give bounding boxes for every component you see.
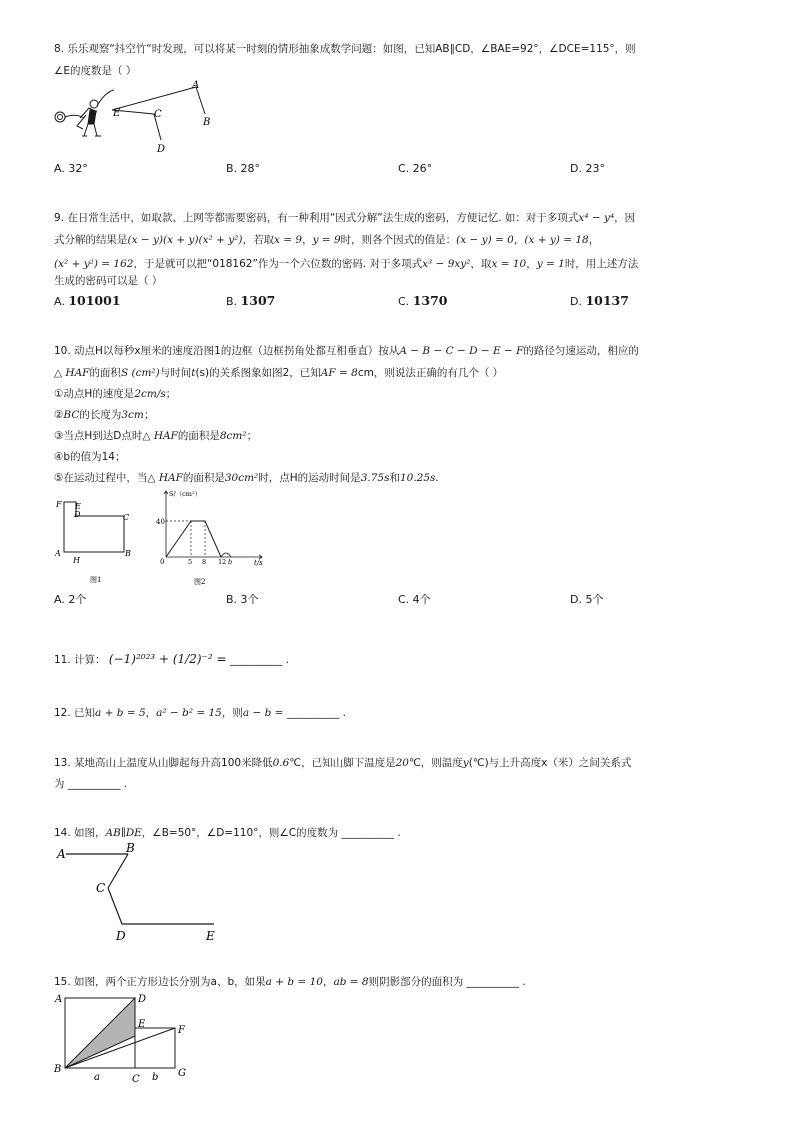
- fig1-frame: [64, 502, 124, 552]
- q9-math: x = 9: [273, 234, 303, 246]
- q13-text: ℃，已知山脚下温度是: [289, 757, 396, 769]
- q13-math: 20: [395, 757, 409, 769]
- q15-label-b: b: [152, 1072, 159, 1083]
- q10-statement-1: [54, 387, 176, 401]
- q15-label-E: E: [138, 1019, 146, 1030]
- q15-text: ，: [322, 976, 334, 988]
- fig2-x-tick-b: b: [228, 558, 233, 566]
- q9-option-b[interactable]: [226, 294, 275, 309]
- q10-text: ⑤在运动过程中，当: [54, 472, 148, 484]
- q9-text: 时，则各个因式的值是：: [340, 234, 457, 246]
- q10-text: ；: [246, 430, 258, 442]
- q12-math: a − b =: [242, 707, 284, 719]
- q10-stem-line2: [54, 366, 503, 380]
- q9-text: ，: [302, 234, 313, 246]
- q10-text: 的面积是: [177, 430, 220, 442]
- q12-text: 12. 已知: [54, 707, 96, 719]
- q14-math: AB∥DE: [105, 827, 142, 839]
- q15-stem: [54, 975, 526, 989]
- q11-prefix: 11. 计算：: [54, 654, 106, 666]
- fig2-x-tick-12: 12: [218, 558, 227, 566]
- fig1-caption: 图1: [90, 576, 102, 584]
- q10-math: △ HAF: [147, 472, 183, 484]
- q9-text: ，: [588, 234, 600, 246]
- fig2-ylabel: S/（cm²）: [169, 490, 202, 498]
- option-letter: C.: [398, 295, 410, 308]
- q14-label-D: D: [116, 929, 126, 943]
- q8-option-b[interactable]: B. 28°: [226, 162, 261, 175]
- q10-math: 30cm²: [224, 472, 259, 484]
- q10-option-d[interactable]: D. 5个: [570, 593, 604, 606]
- q9-math: y = 1: [536, 258, 565, 270]
- q10-text: ③当点H到达D点时: [54, 430, 143, 442]
- q10-text: 的面积: [89, 367, 121, 379]
- fig2-marks: [166, 521, 231, 557]
- q9-math: x⁴ − y⁴: [578, 212, 615, 224]
- q9-math: (x² + y²) = 162: [54, 258, 134, 270]
- q10-option-c[interactable]: C. 4个: [398, 593, 431, 606]
- q10-math: △ HAF: [54, 367, 90, 379]
- q9-option-d[interactable]: [570, 294, 629, 309]
- q10-statement-5: [54, 471, 439, 485]
- q10-text: 的面积是: [182, 472, 225, 484]
- q10-text: ②: [54, 409, 64, 421]
- q11-end: .: [285, 654, 290, 666]
- q10-option-b[interactable]: B. 3个: [226, 593, 259, 606]
- q10-text: (s)的关系图象如图2，已知: [195, 367, 321, 379]
- q10-math: 3cm: [121, 409, 144, 421]
- q10-text: 10. 动点H以每秒x厘米的速度沿图1的边框（边框拐角处都互相垂直）按从: [54, 345, 400, 357]
- q9-text: ，于是就可以把“018162”作为一个六位数的密码. 对于多项式: [133, 258, 423, 270]
- q14-label-A: A: [57, 847, 66, 861]
- q8-stem-line2: ∠E的度数是（ ）: [54, 65, 137, 77]
- q9-math: y = 9: [312, 234, 341, 246]
- q11-stem: [54, 650, 289, 669]
- q12-stem: [54, 706, 346, 720]
- option-letter: D.: [570, 295, 582, 308]
- q12-answer-blank[interactable]: __________: [286, 707, 340, 719]
- q15-label-D: D: [138, 994, 147, 1005]
- q10-text: 时，点H的运动时间是: [258, 472, 361, 484]
- q9-text: ，若取: [242, 234, 274, 246]
- q9-text: 时，用上述方法: [564, 258, 639, 270]
- q10-text: 的路径匀速运动，相应的: [523, 345, 639, 357]
- fig1-label-B: B: [125, 549, 131, 558]
- q9-text: 9. 在日常生活中，如取款、上网等都需要密码，有一种利用“因式分解”法生成的密码，方便记忆. 如：对于多项式: [54, 212, 579, 224]
- fig2-x-tick-8: 8: [202, 558, 207, 566]
- fig2-tail-arc: [221, 553, 231, 557]
- q10-math: 3.75s: [360, 472, 390, 484]
- q8-option-c[interactable]: C. 26°: [398, 162, 433, 175]
- q9-text: ，取: [470, 258, 492, 270]
- q10-text: 的长度为: [79, 409, 122, 421]
- option-value: 10137: [585, 293, 629, 308]
- option-letter: B.: [226, 295, 238, 308]
- q12-math: a² − b² = 15: [156, 707, 222, 719]
- q13-text: 13. 某地高山上温度从山脚起每升高100米降低: [54, 757, 273, 769]
- fig1-label-F: F: [56, 500, 62, 509]
- q10-text: 与时间: [159, 367, 192, 379]
- q11-answer-blank[interactable]: __________: [229, 654, 283, 666]
- q9-stem-line4: 生成的密码可以是（ ）: [54, 275, 163, 287]
- q15-text: 则阴影部分的面积为 __________ .: [368, 976, 526, 988]
- fig2-origin: 0: [160, 558, 165, 566]
- fig1-label-D: D: [74, 510, 81, 519]
- q10-stem-line1: [54, 344, 639, 358]
- q12-math: a + b = 5: [95, 707, 146, 719]
- q10-text: 和: [389, 472, 400, 484]
- q14-label-C: C: [96, 881, 106, 895]
- q15-text: 15. 如图，两个正方形边长分别为a、b，如果: [54, 976, 266, 988]
- q8-label-E: E: [113, 108, 121, 119]
- q9-stem-line3: [54, 257, 638, 271]
- q15-label-B: B: [54, 1064, 62, 1075]
- q10-math: △ HAF: [142, 430, 178, 442]
- q10-text: ；: [143, 409, 155, 421]
- q10-option-a[interactable]: A. 2个: [54, 593, 87, 606]
- q15-figure: [52, 990, 202, 1086]
- q15-label-A: A: [55, 994, 63, 1005]
- q10-text: cm，则说法正确的有几个（ ）: [357, 367, 504, 379]
- q10-figure-2: [154, 486, 272, 586]
- q10-math: S (cm²): [120, 367, 160, 379]
- fig1-label-C: C: [123, 513, 130, 522]
- q14-figure: [56, 842, 222, 942]
- fig2-graph-line: [166, 521, 221, 557]
- fig2-xlabel: t/s: [254, 559, 263, 567]
- q8-option-d[interactable]: D. 23°: [570, 162, 605, 175]
- option-value: 1307: [240, 293, 276, 308]
- fig2-caption: 图2: [194, 578, 206, 586]
- q9-text: ，因: [614, 212, 636, 224]
- q12-text: ，: [145, 707, 157, 719]
- q9-math: x = 10: [491, 258, 527, 270]
- q9-text: ，: [513, 234, 525, 246]
- q14-lines: [66, 854, 214, 924]
- q15-label-F: F: [178, 1025, 185, 1036]
- q11-expression: (−1)²⁰²³ + (1/2)⁻² =: [108, 652, 227, 666]
- option-value: 1370: [412, 293, 448, 308]
- q10-text: ①动点H的速度是: [54, 388, 135, 400]
- q8-figure: [50, 80, 220, 155]
- q8-option-a[interactable]: A. 32°: [54, 162, 88, 175]
- q8-stem-line1: 8. 乐乐观察“抖空竹“时发现，可以将某一时刻的情形抽象成数学问题：如图，已知AB∥CD，∠BAE=92°，∠DCE=115°，则: [54, 43, 636, 55]
- q10-math: 10.25s: [399, 472, 436, 484]
- q8-label-D: D: [157, 144, 166, 155]
- q15-shaded-region: [65, 998, 135, 1068]
- fig1-label-E: E: [75, 502, 81, 511]
- q9-text: 式分解的结果是: [54, 234, 128, 246]
- q13-stem-line1: [54, 756, 631, 770]
- q14-text: 14. 如图，: [54, 827, 106, 839]
- fig1-label-A: A: [55, 549, 61, 558]
- q15-label-G: G: [178, 1068, 186, 1079]
- q10-math: A − B − C − D − E − F: [399, 345, 524, 357]
- fig1-label-H: H: [73, 556, 80, 565]
- q13-math: y: [462, 757, 469, 769]
- q8-label-C: C: [154, 109, 162, 120]
- q13-text: ℃，则温度: [408, 757, 463, 769]
- q10-math: 2cm/s: [134, 388, 166, 400]
- q10-statement-2: [54, 408, 154, 422]
- q9-option-c[interactable]: [398, 294, 447, 309]
- fig2-y-tick: 40: [156, 518, 165, 526]
- q10-math: 8cm²: [219, 430, 247, 442]
- q13-text: (℃)与上升高度x（米）之间关系式: [468, 757, 632, 769]
- q13-math: 0.6: [272, 757, 290, 769]
- q10-math: AF = 8: [320, 367, 358, 379]
- q15-math: a + b = 10: [265, 976, 323, 988]
- q10-statement-3: [54, 429, 257, 443]
- q8-label-B: B: [203, 117, 211, 128]
- q14-text: ，∠B=50°，∠D=110°，则∠C的度数为 __________ .: [141, 827, 401, 839]
- q13-stem-line2: 为 __________ .: [54, 778, 128, 790]
- option-value: 101001: [68, 293, 121, 308]
- q12-end: .: [342, 707, 346, 719]
- q14-label-B: B: [126, 841, 135, 855]
- q10-statement-4: ④b的值为14；: [54, 451, 126, 463]
- juggler-drawing: [55, 90, 114, 136]
- q9-math: x³ − 9xy²: [422, 258, 471, 270]
- q15-label-a: a: [94, 1072, 100, 1083]
- q12-text: ，则: [221, 707, 243, 719]
- q9-stem-line1: [54, 211, 635, 225]
- q15-math: ab = 8: [333, 976, 369, 988]
- q10-text: ；: [165, 388, 177, 400]
- q9-option-a[interactable]: [54, 294, 121, 309]
- fig2-axes: [164, 491, 262, 559]
- q14-label-E: E: [206, 929, 215, 943]
- q10-figure-1: [54, 498, 144, 586]
- q9-stem-line2: [54, 233, 599, 247]
- q8-label-A: A: [192, 80, 200, 91]
- option-letter: A.: [54, 295, 65, 308]
- q9-math: (x + y) = 18: [524, 234, 589, 246]
- q9-math: (x − y)(x + y)(x² + y²): [127, 234, 243, 246]
- q10-math: BC: [63, 409, 80, 421]
- fig2-x-tick-5: 5: [188, 558, 193, 566]
- q9-math: (x − y) = 0: [456, 234, 514, 246]
- q10-text: .: [435, 472, 439, 484]
- q10-math: t: [191, 367, 196, 379]
- q15-label-C: C: [132, 1074, 140, 1085]
- q9-text: ，: [526, 258, 537, 270]
- q14-stem: [54, 826, 401, 840]
